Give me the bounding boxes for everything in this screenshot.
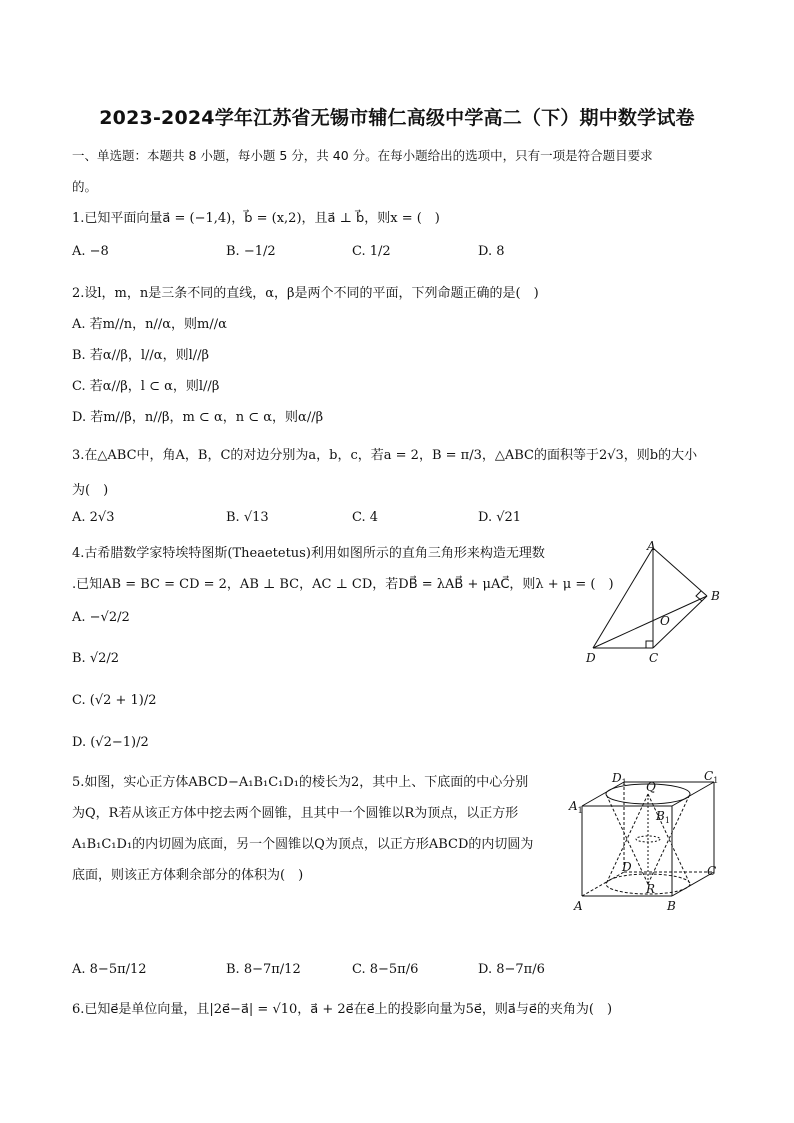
q1-option-c: C. 1/2 <box>352 244 391 259</box>
question-5-stem-cont1: 为Q，R若从该正方体中挖去两个圆锥，且其中一个圆锥以R为顶点，以正方形 <box>72 806 519 821</box>
label-d: D <box>586 651 596 665</box>
q5-option-a: A. 8−5π/12 <box>72 962 147 977</box>
q5-option-b: B. 8−7π/12 <box>226 962 301 977</box>
section-1-instructions-cont: 的。 <box>72 179 98 194</box>
right-angle-c <box>646 641 653 648</box>
q5-option-d: D. 8−7π/6 <box>478 962 545 977</box>
question-4-stem-cont: .已知AB = BC = CD = 2，AB ⊥ BC，AC ⊥ CD，若DB⃗ = λAB⃗ + μAC⃗，则λ + μ = ( ) <box>72 577 614 592</box>
label-c1: $C_1$ <box>704 769 719 785</box>
label-a: A <box>574 899 583 913</box>
cone-r-right <box>648 794 690 884</box>
label-b1: $B_1$ <box>656 809 670 825</box>
q4-option-d: D. (√2−1)/2 <box>72 735 149 750</box>
label-d1: $D_1$ <box>612 771 627 787</box>
label-a1: $A_1$ <box>569 799 583 815</box>
label-q: Q <box>646 780 656 794</box>
segment-db <box>593 596 707 648</box>
question-1-stem: 1.已知平面向量a⃗ = (−1,4)，b⃗ = (x,2)，且a⃗ ⊥ b⃗，则x = ( ) <box>72 211 440 226</box>
q4-option-b: B. √2/2 <box>72 651 120 666</box>
question-5-stem-cont3: 底面，则该正方体剩余部分的体积为( ) <box>72 868 304 883</box>
question-3-stem-cont: 为( ) <box>72 483 109 498</box>
exam-title: 2023-2024学年江苏省无锡市辅仁高级中学高二（下）期中数学试卷 <box>99 107 695 129</box>
label-d: D <box>622 860 632 874</box>
question-6-stem: 6.已知e⃗是单位向量，且|2e⃗−a⃗| = √10，a⃗ + 2e⃗在e⃗上的投影向量为5e⃗，则a⃗与e⃗的夹角为( ) <box>72 1002 613 1017</box>
edge-b1c1 <box>672 782 714 806</box>
question-5-stem-cont2: A₁B₁C₁D₁的内切圆为底面，另一个圆锥以Q为顶点，以正方形ABCD的内切圆为 <box>72 837 534 852</box>
section-1-instructions: 一、单选题：本题共 8 小题，每小题 5 分，共 40 分。在每小题给出的选项中，只有一项是符合题目要求 <box>72 148 653 163</box>
q3-option-a: A. 2√3 <box>72 510 115 525</box>
label-c: C <box>649 651 659 665</box>
question-3-stem: 3.在△ABC中，角A，B，C的对边分别为a，b，c，若a = 2，B = π/3，△ABC的面积等于2√3，则b的大小 <box>72 448 698 463</box>
q4-option-c: C. (√2 + 1)/2 <box>72 693 157 708</box>
label-c: C <box>707 864 717 878</box>
label-o: O <box>660 614 670 628</box>
q2-option-b: B. 若α//β，l//α，则l//β <box>72 348 210 363</box>
q5-option-c: C. 8−5π/6 <box>352 962 419 977</box>
q1-option-a: A. −8 <box>72 244 109 259</box>
q3-option-d: D. √21 <box>478 510 522 525</box>
q1-option-d: D. 8 <box>478 244 505 259</box>
q4-option-a: A. −√2/2 <box>72 610 130 625</box>
q5-cube-figure <box>566 768 732 916</box>
label-b: B <box>667 899 676 913</box>
edge-a1d1 <box>582 782 624 806</box>
question-4-stem: 4.古希腊数学家特埃特图斯(Theaetetus)利用如图所示的直角三角形来构造无理数 <box>72 546 545 561</box>
cone-q-right <box>648 794 690 884</box>
segment-ab <box>653 548 707 596</box>
label-r: R <box>646 882 656 896</box>
edge-ad <box>582 872 624 896</box>
q2-option-a: A. 若m//n，n//α，则m//α <box>72 317 227 332</box>
q2-option-d: D. 若m//β，n//β，m ⊂ α，n ⊂ α，则α//β <box>72 410 324 425</box>
question-5-stem: 5.如图，实心正方体ABCD−A₁B₁C₁D₁的棱长为2，其中上、下底面的中心分别 <box>72 775 529 790</box>
label-a: A <box>647 539 656 553</box>
label-b: B <box>711 589 720 603</box>
q3-option-b: B. √13 <box>226 510 269 525</box>
segment-da <box>593 548 653 648</box>
q3-option-c: C. 4 <box>352 510 379 525</box>
question-2-stem: 2.设l，m，n是三条不同的直线，α，β是两个不同的平面，下列命题正确的是( ) <box>72 286 539 301</box>
q4-triangle-figure <box>580 538 730 666</box>
q1-option-b: B. −1/2 <box>226 244 276 259</box>
q2-option-c: C. 若α//β，l ⊂ α，则l//β <box>72 379 220 394</box>
